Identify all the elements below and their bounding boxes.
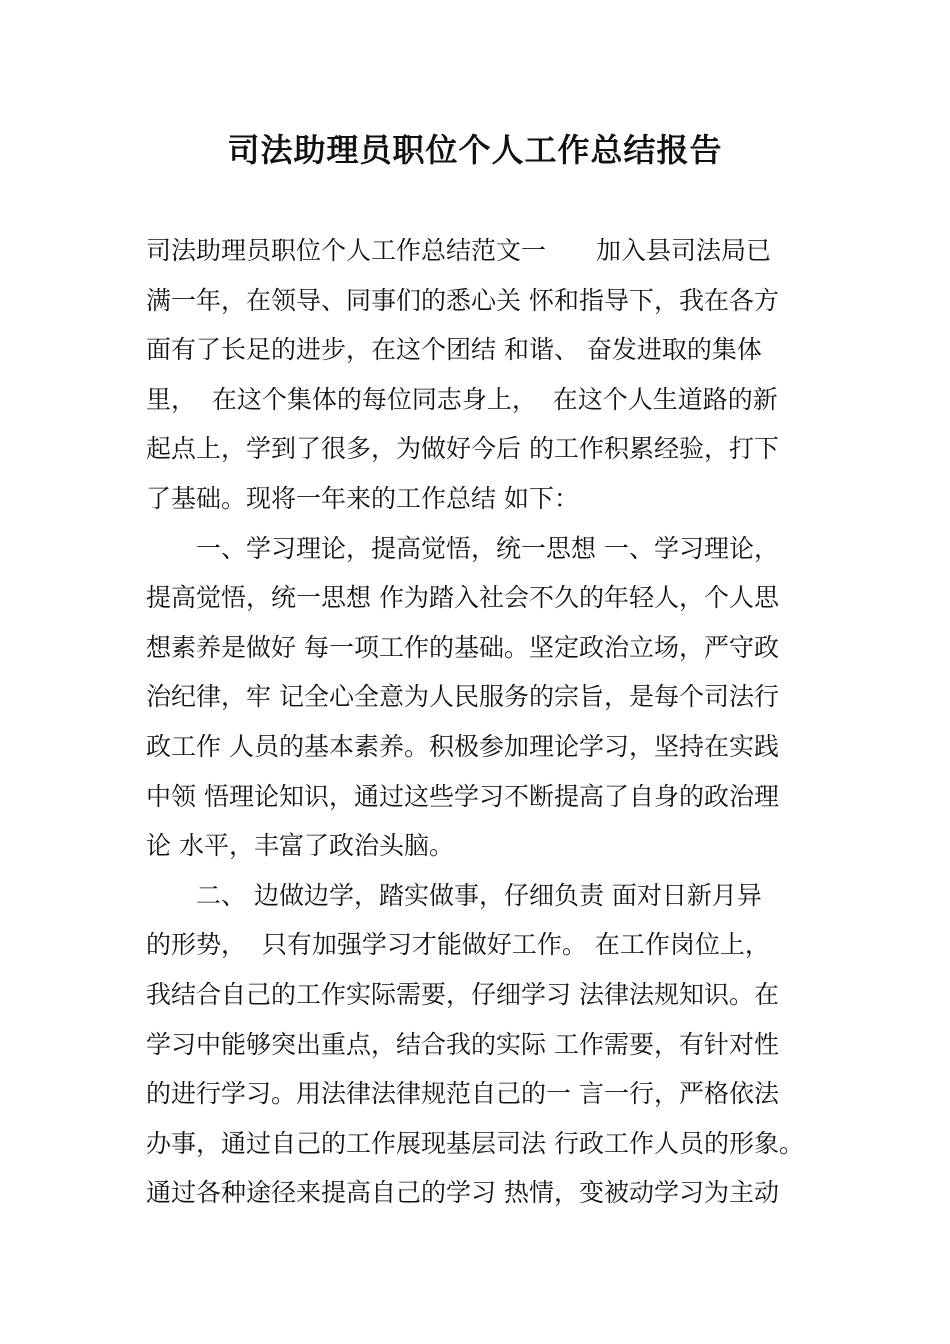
body-line-20: 通过各种途径来提高自己的学习 热情，变被动学习为主动 [146, 1178, 779, 1208]
body-line-11: 政工作 人员的基本素养。积极参加理论学习，坚持在实践 [146, 731, 779, 761]
body-line-13: 论 水平，丰富了政治头脑。 [146, 831, 454, 861]
body-line-7: 一、学习理论，提高觉悟，统一思想 一、学习理论， [146, 533, 779, 563]
body-line-9: 想素养是做好 每一项工作的基础。坚定政治立场，严守政 [146, 632, 779, 662]
document-title: 司法助理员职位个人工作总结报告 [227, 131, 723, 169]
body-line-14: 二、 边做边学，踏实做事，仔细负责 面对日新月异 [146, 880, 762, 910]
body-line-1: 司法助理员职位个人工作总结范文一 加入县司法局已 [146, 236, 772, 265]
document-body [146, 226, 826, 1218]
body-line-17: 学习中能够突出重点，结合我的实际 工作需要，有针对性 [146, 1029, 779, 1059]
body-line-12: 中领 悟理论知识，通过这些学习不断提高了自身的政治理 [146, 781, 779, 811]
body-line-3: 面有了长足的进步，在这个团结 和谐、 奋发进取的集体 [146, 335, 762, 365]
body-line-8: 提高觉悟，统一思想 作为踏入社会不久的年轻人，个人思 [146, 583, 779, 613]
body-line-10: 治纪律，牢 记全心全意为人民服务的宗旨，是每个司法行 [146, 682, 779, 712]
body-line-4: 里， 在这个集体的每位同志身上， 在这个人生道路的新 [146, 384, 778, 414]
body-line-18: 的进行学习。用法律法律规范自己的一 言一行，严格依法 [146, 1079, 779, 1109]
body-line-15: 的形势， 只有加强学习才能做好工作。 在工作岗位上， [146, 930, 770, 960]
body-line-16: 我结合自己的工作实际需要，仔细学习 法律法规知识。在 [146, 979, 779, 1009]
body-line-5: 起点上，学到了很多，为做好今后 的工作积累经验，打下 [146, 434, 779, 464]
body-line-19: 办事，通过自己的工作展现基层司法 行政工作人员的形象。 [146, 1128, 804, 1158]
body-line-2: 满一年，在领导、同事们的悉心关 怀和指导下，我在各方 [146, 285, 779, 315]
body-line-6: 了基础。现将一年来的工作总结 如下： [146, 483, 579, 513]
